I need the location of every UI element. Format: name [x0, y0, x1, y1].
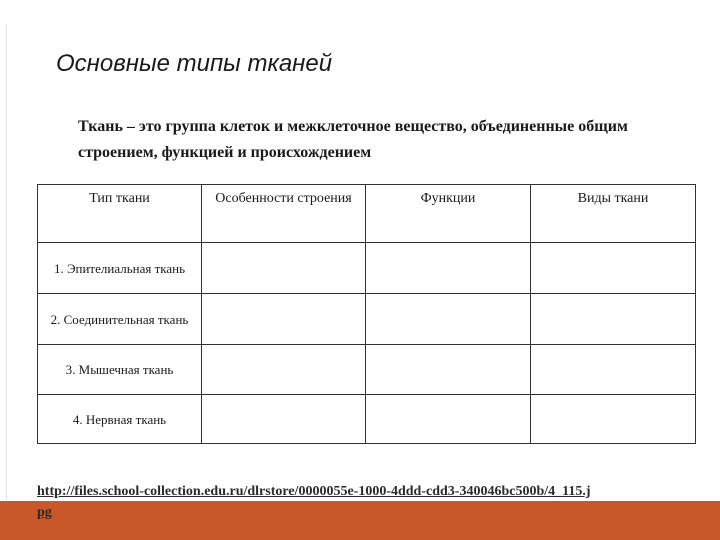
table-row — [38, 395, 696, 444]
slide-title: Основные типы тканей — [56, 50, 333, 77]
header-structure-features: Особенности строения — [202, 185, 366, 243]
left-divider — [6, 24, 7, 514]
table-cell — [366, 395, 531, 444]
table-cell — [366, 294, 531, 345]
tissue-types-table — [37, 184, 696, 444]
header-functions: Функции — [366, 185, 531, 243]
table-cell — [366, 243, 531, 294]
table-row — [38, 345, 696, 395]
source-link[interactable]: http://files.school-collection.edu.ru/dlrstore/0000055e-1000-4ddd-cdd3-340046bc500b/4_115.jpg — [37, 484, 591, 520]
table-cell — [531, 395, 696, 444]
table-cell — [531, 243, 696, 294]
table-cell — [202, 345, 366, 395]
row-label-muscle: 3. Мышечная ткань — [38, 345, 202, 395]
table-cell — [202, 395, 366, 444]
table-cell — [531, 294, 696, 345]
table-header-row — [38, 185, 696, 243]
table-cell — [366, 345, 531, 395]
row-label-epithelial: 1. Эпителиальная ткань — [38, 243, 202, 294]
table-cell — [202, 294, 366, 345]
table-cell — [531, 345, 696, 395]
header-tissue-kinds: Виды ткани — [531, 185, 696, 243]
table-cell — [202, 243, 366, 294]
table-row — [38, 243, 696, 294]
table-row — [38, 294, 696, 345]
header-tissue-type: Тип ткани — [38, 185, 202, 243]
row-label-connective: 2. Соединительная ткань — [38, 294, 202, 345]
tissue-definition: Ткань – это группа клеток и межклеточное вещество, объединенные общим строением, функцией и происхождением — [78, 118, 628, 161]
row-label-nervous: 4. Нервная ткань — [38, 395, 202, 444]
